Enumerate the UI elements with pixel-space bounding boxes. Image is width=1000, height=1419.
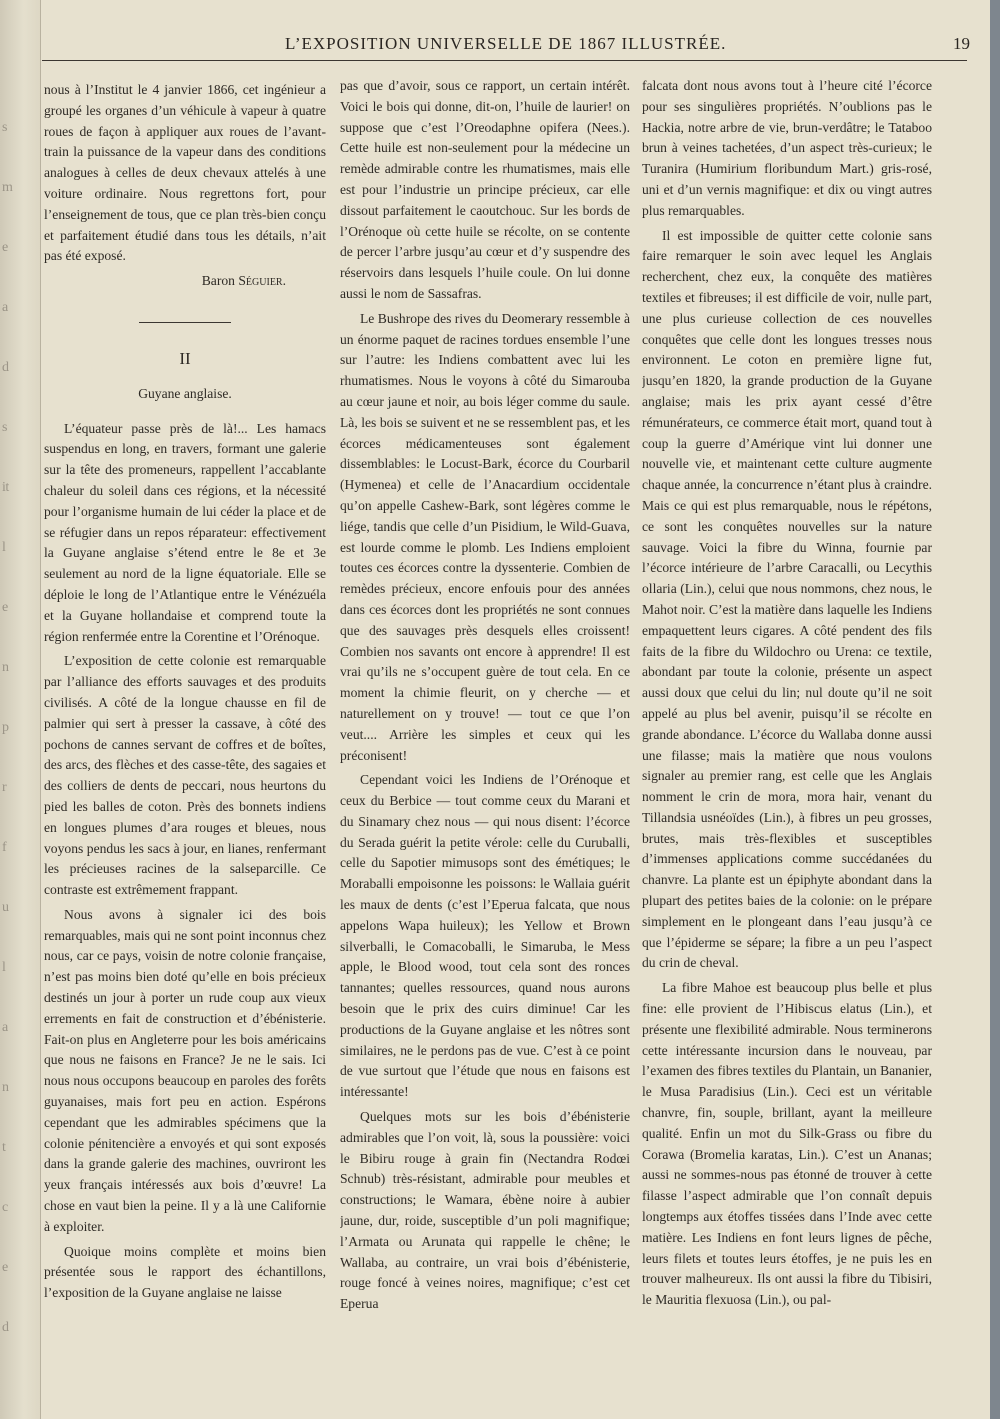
running-header: L’EXPOSITION UNIVERSELLE DE 1867 ILLUSTRÉE. (285, 34, 727, 53)
paragraph: Cependant voici les Indiens de l’Orénoque et ceux du Berbice — tout comme ceux du Marani et du Sinamary chez nous — qui nous disent: l’écorce du Serada guérit la petite vérole: celle du Curuballi, celle du Sapotier mimusops sont des émétiques; le Moraballi empoisonne les poissons: le Wallaia guérit les maux de dents (c’est l’Eperua falcata, que nous appelons Wapa huileux); les Yellow et Brown silverballi, le Comacoballi, le Simaruba, le Mess apple, le Blood wood, tout cela sont des ronces tannantes; quelles ressources, quand nous aurons besoin que le prix des cuirs diminue! Car les productions de la Guyane anglaise et les nôtres sont similaires, ne le perdons pas de vue. C’est à ce point de vue surtout que l’étude que nous en faisons est intéressante! (340, 772, 630, 1100)
scan-background-edge (990, 0, 1000, 1419)
paragraph: pas que d’avoir, sous ce rapport, un certain intérêt. Voici le bois qui donne, dit-on, l’huile de laurier! on suppose que c’est l’Oreodaphne opifera (Nees.). Cette huile est non-seulement pour la médecine un remède admirable contre les rhumatismes, mais elle est pour l’industrie un principe précieux, car elle dissout parfaitement le caoutchouc. Sur les bords de l’Orénoque où cette huile se récolte, on se contente de percer l’arbre jusqu’au cœur et d’y suspendre des réservoirs dans lesquels l’huile coule. On lui donne aussi le nom de Sassafras. (340, 78, 630, 301)
section-number: II (179, 348, 191, 368)
paragraph: Nous avons à signaler ici des bois remarquables, mais qui ne sont point inconnus chez nous, car ce pays, voisin de notre colonie française, n’est pas moins bien doté qu’elle en bois précieux destinés un jour à porter un rude coup aux vieux errements en fait de construction et d’ébénisterie. Fait-on plus en Angleterre pour les bois américains que nous ne faisons en France? Je ne le sais. Ici nous nous occupons beaucoup en paroles des forêts guyanaises, mais fort peu en action. Espérons cependant que les admirables spécimens que la colonie pénitencière a envoyés et qui sont exposés dans la grande galerie des machines, ouvriront les yeux français intéressés aux bois d’œuvre! La chose en vaut bien la peine. Il y a là une Californie à exploiter. (44, 906, 326, 1234)
paragraph: Il est impossible de quitter cette colonie sans faire remarquer le soin avec lequel les Anglais recherchent, chez eux, la conquête des matières textiles et fibreuses; il est difficile de voir, nulle part, une plus curieuse collection de ces nouvelles conquêtes que celle dont les longues tresses nous environnent. Le coton en première ligne fut, jusqu’en 1820, la grande production de la Guyane anglaise; mais les prix ayant cessé d’être rémunérateurs, ce commerce était mort, quand tout à coup la guerre d’Amérique vint lui donner une nouvelle vie, et maintenant cette culture augmente chaque année, la concurrence n’étant plus à craindre. Mais ce qui est plus remarquable, nous le répétons, ce sont les conquêtes nouvelles sur la nature sauvage. Voici la fibre du Winna, fournie par l’écorce intérieure de l’arbre Caracalli, ou Lecythis ollaria (Lin.), celui que nous nommons, chez nous, le Mahot noir. C’est la matière dans laquelle les Indiens empaquettent leurs cigares. A côté pendent des fils faits de la fibre du Wildochro ou Urena: ce textile, abondant par toute la colonie, présente un aspect aussi doux que celui du lin; nul doute qu’il ne soit appelé au plus bel avenir, puisqu’il se récolte en grande abondance. L’écorce du Wallaba donne aussi une filasse; mais la matière que nous voulons signaler au premier rang, est celle que les Anglais nomment le crin de mora, mora hair, venant du Tillandsia usnéoïdes (Lin.), à fibres un peu grosses, brutes, mais très-flexibles et susceptibles d’immenses applications comme succédanées du chanvre. La plante est un épiphyte abondant dans la plupart des petites baies de la colonie: on le prépare simplement en le plongeant dans l’eau jusqu’à ce que l’épiderme se sépare; la fibre a un peu l’aspect du crin de cheval. (642, 227, 932, 971)
adjacent-page-bleed: s m e a d s it l e n p r f u l a n t c e d (0, 0, 41, 1419)
paragraph: nous à l’Institut le 4 janvier 1866, cet ingénieur a groupé les organes d’un véhicule à vapeur à quatre roues de façon à appliquer aux roues de l’avant-train la puissance de la vapeur dans des conditions analogues à celles de deux chevaux attelés à une voiture ordinaire. Nous regrettons fort, pour l’enseignement de tous, que ce plan très-bien conçu et parfaitement étudié dans tous les détails, n’ait pas été exposé. (44, 82, 326, 264)
column-3 (642, 76, 932, 1396)
header-rule (42, 60, 967, 61)
section-title: Guyane anglaise. (138, 385, 232, 401)
page-number: 19 (953, 34, 970, 53)
signature-first: Baron (201, 273, 235, 289)
signature (44, 271, 326, 292)
paragraph: Le Bushrope des rives du Deomerary ressemble à un énorme paquet de racines tordues ensemble l’une sur l’autre: les Indiens combattent avec lui les rhumatismes. Nous le voyons à côté du Simarouba au cœur jaune et noir, au bois léger comme du saule. Là, les bois se suivent et ne se ressemblent pas, et les écorces médicamenteuses sont également dissemblables: le Locust-Bark, écorce du Courbaril (Hymenea) et celle de l’Anacardium occidentale qu’on appelle Cashew-Bark, sont légères comme le liége, tandis que celle d’un Pisidium, le Wild-Guava, est lourde comme le plomb. Les Indiens emploient toutes ces écorces contre la dyssenterie. Combien de remèdes précieux, encore enfouis pour des années dans ces écorces dont les propriétés ne sont connues que des sauvages près desquels elles croissent! Combien nos savants ont encore à apprendre! Il est vrai qu’ils ne s’occupent guère de tout cela. En ce moment la chimie fleurit, on y cherche — et naturellement on y trouve! — tout ce que l’on veut.... Arrière les simples et ceux qui les préconisent! (340, 310, 630, 763)
paragraph: L’exposition de cette colonie est remarquable par l’alliance des efforts sauvages et des produits civilisés. A côté de la longue chausse en fil de palmier qui sert à presser la cassave, à côté des pochons de cannes servant de coffres et de boîtes, des arcs, des flèches et des casse-tête, des sagaies et des colliers de dents de peccari, nous heurtons du pied les balles de coton. Près des bonnets indiens en longues plumes d’ara rouges et bleues, nous voyons pendus les sacs à jour, en lianes, renfermant les précieuses racines de la salseparcille. Ce contraste est extrêmement frappant. (44, 653, 326, 898)
column-1 (44, 80, 326, 1400)
paragraph: L’équateur passe près de là!... Les hamacs suspendus en long, en travers, formant une galerie sur la tête des promeneurs, rappellent l’accablante chaleur du soleil dans ces régions, et la nécessité pour l’organisme humain de lui céder la place et de se réfugier dans un repos réparateur: effectivement la Guyane anglaise s’étend entre le 8e et 3e seulement au nord de la ligne équatoriale. Elle se déploie le long de l’Atlantique entre le Vénézuéla et la Guyane hollandaise et comprend toute la région renfermée entre la Corentine et l’Orénoque. (44, 420, 326, 644)
paragraph: Quoique moins complète et moins bien présentée sous le rapport des échantillons, l’exposition de la Guyane anglaise ne laisse (44, 1243, 326, 1301)
paragraph: La fibre Mahoe est beaucoup plus belle et plus fine: elle provient de l’Hibiscus elatus (Lin.), et présente une flexibilité admirable. Nous terminerons cette intéressante incursion dans le nouveau, par l’examen des fibres textiles du Plantain, un Bananier, le Musa Paradisius (Lin.). Ceci est un véritable chanvre, fin, souple, brillant, ayant la meilleure qualité. Enfin un mot du Silk-Grass ou fibre du Corawa (Bromelia karatas, Lin.). C’est un Ananas; aussi ne sommes-nous pas étonné de trouver à cette filasse l’aspect admirable que l’on connaît depuis longtemps aux étoffes tissées dans l’Inde avec cette matière. Les Indiens en font leurs lignes de pêche, leurs filets et toutes leurs étoffes, je ne puis les en trouver malheureux. Ils ont aussi la fibre du Tibisiri, le Mauritia flexuosa (Lin.), ou pal- (642, 980, 932, 1308)
paragraph: Quelques mots sur les bois d’ébénisterie admirables que l’on voit, là, sous la poussière: voici le Bibiru rouge à grain fin (Nectandra Rodœi Schnub) très-résistant, admirable pour meubles et constructions; le Wamara, ébène noire à aubier jaune, dur, roide, susceptible d’un poli magnifique; l’Armata ou Arunata qui rappelle le chêne; le Wallaba, au contraire, un vrai bois d’ébénisterie, rouge foncé à veines noires, magnifique; c’est cet Eperua (340, 1109, 630, 1312)
section-separator (139, 322, 231, 323)
signature-last: Séguier. (238, 273, 286, 289)
paragraph: falcata dont nous avons tout à l’heure cité l’écorce pour ses singulières propriétés. N’oublions pas le Hackia, notre arbre de vie, brun-verdâtre; le Tataboo brun à veines tachetées, d’un aspect très-curieux; le Turanira (Humirium floribundum Mart.) gris-rosé, uni et d’un vernis magnifique: et dix ou vingt autres plus remarquables. (642, 78, 932, 218)
column-2 (340, 76, 630, 1396)
